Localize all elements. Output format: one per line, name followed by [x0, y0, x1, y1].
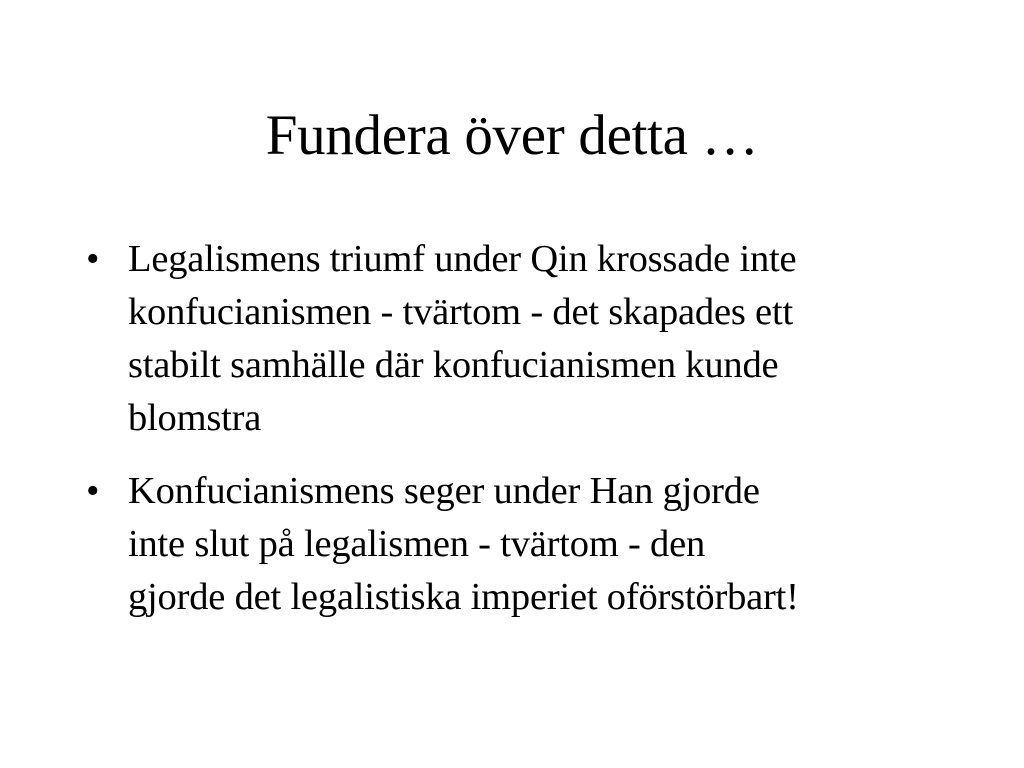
slide-title: Fundera över detta …	[265, 104, 759, 167]
bullet-item-1	[86, 233, 946, 445]
bullet-item-2	[86, 465, 946, 624]
bullet-line: Konfucianismens seger under Han gjorde	[128, 470, 760, 512]
bullet-icon: •	[86, 238, 100, 280]
bullet-list	[86, 233, 946, 644]
bullet-line: gjorde det legalistiska imperiet oförstörbart!	[128, 576, 799, 618]
bullet-line: stabilt samhälle där konfucianismen kunde	[128, 344, 779, 386]
bullet-line: Legalismens triumf under Qin krossade inte	[128, 238, 797, 280]
bullet-line: blomstra	[128, 397, 262, 439]
bullet-line: konfucianismen - tvärtom - det skapades ett	[128, 291, 793, 333]
bullet-icon: •	[86, 470, 100, 512]
bullet-line: inte slut på legalismen - tvärtom - den	[128, 523, 706, 565]
